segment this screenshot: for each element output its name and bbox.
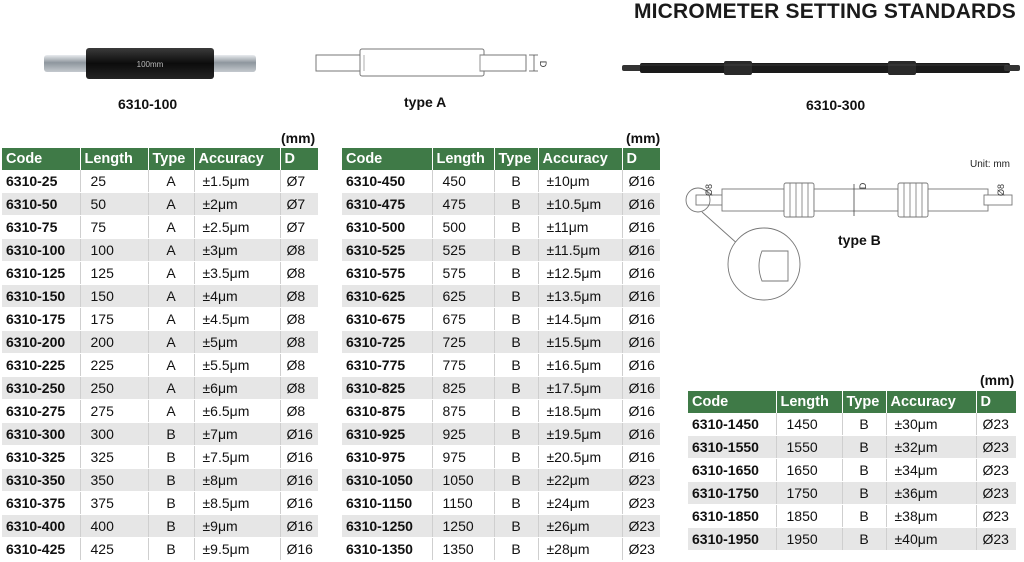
accuracy-cell: ±34μm [886, 459, 976, 482]
length-cell: 400 [80, 515, 148, 538]
accuracy-cell: ±17.5μm [538, 377, 622, 400]
table-row [342, 239, 660, 262]
code-cell: 6310-300 [2, 423, 80, 446]
type-cell: B [494, 170, 538, 193]
accuracy-cell: ±11μm [538, 216, 622, 239]
diameter-cell: Ø8 [280, 239, 318, 262]
caption-type-a: type A [404, 94, 447, 110]
code-cell: 6310-500 [342, 216, 432, 239]
code-cell: 6310-50 [2, 193, 80, 216]
code-cell: 6310-725 [342, 331, 432, 354]
length-cell: 875 [432, 400, 494, 423]
type-cell: B [148, 515, 194, 538]
type-cell: B [494, 193, 538, 216]
code-cell: 6310-1250 [342, 515, 432, 538]
diameter-cell: Ø16 [622, 331, 660, 354]
diameter-cell: Ø16 [622, 285, 660, 308]
accuracy-cell: ±1.5μm [194, 170, 280, 193]
type-cell: A [148, 216, 194, 239]
type-cell: A [148, 377, 194, 400]
diameter-cell: Ø16 [280, 492, 318, 515]
table-header-row [342, 148, 660, 170]
accuracy-cell: ±22μm [538, 469, 622, 492]
accuracy-cell: ±5.5μm [194, 354, 280, 377]
length-cell: 225 [80, 354, 148, 377]
length-cell: 675 [432, 308, 494, 331]
code-cell: 6310-875 [342, 400, 432, 423]
code-cell: 6310-350 [2, 469, 80, 492]
accuracy-cell: ±18.5μm [538, 400, 622, 423]
code-cell: 6310-975 [342, 446, 432, 469]
table-row [688, 505, 1016, 528]
accuracy-cell: ±36μm [886, 482, 976, 505]
diameter-cell: Ø23 [976, 505, 1016, 528]
type-cell: B [494, 538, 538, 561]
table-row [2, 377, 318, 400]
length-cell: 1650 [776, 459, 842, 482]
code-cell: 6310-1050 [342, 469, 432, 492]
length-cell: 1250 [432, 515, 494, 538]
length-cell: 1550 [776, 436, 842, 459]
length-cell: 1950 [776, 528, 842, 551]
accuracy-cell: ±20.5μm [538, 446, 622, 469]
caption-6310-100: 6310-100 [118, 96, 178, 112]
diameter-cell: Ø8 [280, 331, 318, 354]
diameter-cell: Ø8 [280, 262, 318, 285]
table-row [688, 528, 1016, 551]
type-cell: B [494, 492, 538, 515]
diameter-cell: Ø16 [622, 193, 660, 216]
diameter-cell: Ø8 [280, 285, 318, 308]
code-cell: 6310-1950 [688, 528, 776, 551]
table-row [2, 515, 318, 538]
code-cell: 6310-250 [2, 377, 80, 400]
length-cell: 525 [432, 239, 494, 262]
length-cell: 350 [80, 469, 148, 492]
code-cell: 6310-200 [2, 331, 80, 354]
table-row [342, 377, 660, 400]
type-a-drawing [312, 44, 548, 80]
accuracy-cell: ±10.5μm [538, 193, 622, 216]
accuracy-cell: ±4μm [194, 285, 280, 308]
table-row [342, 446, 660, 469]
type-b-dim-center: D [858, 182, 868, 190]
type-cell: B [494, 400, 538, 423]
accuracy-cell: ±40μm [886, 528, 976, 551]
accuracy-cell: ±9μm [194, 515, 280, 538]
type-cell: B [494, 423, 538, 446]
table-row [342, 515, 660, 538]
diameter-cell: Ø16 [622, 262, 660, 285]
type-cell: B [494, 216, 538, 239]
type-a-dim-label: D [538, 60, 548, 68]
accuracy-cell: ±13.5μm [538, 285, 622, 308]
type-cell: B [842, 459, 886, 482]
column-header-len: Length [80, 148, 148, 170]
diameter-cell: Ø16 [622, 216, 660, 239]
code-cell: 6310-775 [342, 354, 432, 377]
table-row [2, 216, 318, 239]
code-cell: 6310-150 [2, 285, 80, 308]
table-row [688, 459, 1016, 482]
type-cell: B [494, 377, 538, 400]
length-cell: 575 [432, 262, 494, 285]
accuracy-cell: ±10μm [538, 170, 622, 193]
type-cell: B [494, 331, 538, 354]
accuracy-cell: ±5μm [194, 331, 280, 354]
type-cell: B [148, 469, 194, 492]
diameter-cell: Ø16 [280, 515, 318, 538]
accuracy-cell: ±2.5μm [194, 216, 280, 239]
length-cell: 300 [80, 423, 148, 446]
spec-table-2 [342, 148, 660, 561]
length-cell: 625 [432, 285, 494, 308]
column-header-dia: D [280, 148, 318, 170]
table-row [342, 469, 660, 492]
code-cell: 6310-475 [342, 193, 432, 216]
accuracy-cell: ±28μm [538, 538, 622, 561]
diameter-cell: Ø23 [976, 413, 1016, 436]
length-cell: 50 [80, 193, 148, 216]
code-cell: 6310-275 [2, 400, 80, 423]
length-cell: 175 [80, 308, 148, 331]
caption-type-b: type B [838, 232, 881, 248]
type-cell: A [148, 331, 194, 354]
code-cell: 6310-1450 [688, 413, 776, 436]
diameter-cell: Ø16 [622, 377, 660, 400]
column-header-typ: Type [494, 148, 538, 170]
length-cell: 25 [80, 170, 148, 193]
code-cell: 6310-225 [2, 354, 80, 377]
table-row [342, 193, 660, 216]
accuracy-cell: ±8.5μm [194, 492, 280, 515]
table-row [342, 400, 660, 423]
table-header-row [688, 391, 1016, 413]
type-cell: B [842, 436, 886, 459]
code-cell: 6310-325 [2, 446, 80, 469]
code-cell: 6310-375 [2, 492, 80, 515]
table-row [2, 492, 318, 515]
diameter-cell: Ø16 [280, 446, 318, 469]
table-row [2, 446, 318, 469]
type-cell: B [494, 285, 538, 308]
length-cell: 1750 [776, 482, 842, 505]
accuracy-cell: ±32μm [886, 436, 976, 459]
table-row [2, 285, 318, 308]
type-cell: A [148, 262, 194, 285]
table-row [2, 423, 318, 446]
code-cell: 6310-25 [2, 170, 80, 193]
column-header-code: Code [342, 148, 432, 170]
diameter-cell: Ø7 [280, 193, 318, 216]
accuracy-cell: ±19.5μm [538, 423, 622, 446]
type-cell: A [148, 239, 194, 262]
length-cell: 250 [80, 377, 148, 400]
accuracy-cell: ±4.5μm [194, 308, 280, 331]
spec-table-1 [2, 148, 318, 561]
code-cell: 6310-575 [342, 262, 432, 285]
table-row [2, 308, 318, 331]
type-cell: B [494, 354, 538, 377]
type-cell: B [494, 308, 538, 331]
code-cell: 6310-1850 [688, 505, 776, 528]
code-cell: 6310-450 [342, 170, 432, 193]
diameter-cell: Ø16 [280, 469, 318, 492]
length-cell: 1350 [432, 538, 494, 561]
diameter-cell: Ø7 [280, 170, 318, 193]
type-cell: A [148, 285, 194, 308]
diameter-cell: Ø16 [622, 239, 660, 262]
length-cell: 1050 [432, 469, 494, 492]
type-cell: A [148, 354, 194, 377]
accuracy-cell: ±15.5μm [538, 331, 622, 354]
table-row [342, 308, 660, 331]
type-cell: B [148, 492, 194, 515]
table-row [342, 262, 660, 285]
accuracy-cell: ±24μm [538, 492, 622, 515]
type-cell: B [842, 482, 886, 505]
length-cell: 100 [80, 239, 148, 262]
accuracy-cell: ±6μm [194, 377, 280, 400]
length-cell: 500 [432, 216, 494, 239]
length-cell: 375 [80, 492, 148, 515]
code-cell: 6310-1150 [342, 492, 432, 515]
length-cell: 775 [432, 354, 494, 377]
type-cell: B [494, 469, 538, 492]
type-b-dim-right: Ø8 [996, 183, 1006, 197]
length-cell: 1150 [432, 492, 494, 515]
length-cell: 275 [80, 400, 148, 423]
diameter-cell: Ø8 [280, 354, 318, 377]
code-cell: 6310-625 [342, 285, 432, 308]
table-header-row [2, 148, 318, 170]
type-cell: B [842, 528, 886, 551]
rod-engraving: 100mm [136, 60, 164, 69]
length-cell: 1450 [776, 413, 842, 436]
code-cell: 6310-75 [2, 216, 80, 239]
column-header-acc: Accuracy [886, 391, 976, 413]
code-cell: 6310-100 [2, 239, 80, 262]
accuracy-cell: ±38μm [886, 505, 976, 528]
accuracy-cell: ±26μm [538, 515, 622, 538]
length-cell: 125 [80, 262, 148, 285]
table-row [342, 354, 660, 377]
code-cell: 6310-425 [2, 538, 80, 561]
table-row [2, 239, 318, 262]
table-row [342, 170, 660, 193]
code-cell: 6310-525 [342, 239, 432, 262]
page-title: MICROMETER SETTING STANDARDS [633, 0, 1016, 23]
accuracy-cell: ±7μm [194, 423, 280, 446]
diameter-cell: Ø16 [622, 308, 660, 331]
table-row [2, 400, 318, 423]
accuracy-cell: ±6.5μm [194, 400, 280, 423]
length-cell: 150 [80, 285, 148, 308]
diameter-cell: Ø23 [976, 528, 1016, 551]
table-row [688, 413, 1016, 436]
accuracy-cell: ±2μm [194, 193, 280, 216]
table-row [2, 354, 318, 377]
code-cell: 6310-175 [2, 308, 80, 331]
diameter-cell: Ø23 [622, 469, 660, 492]
table-row [2, 193, 318, 216]
table-row [342, 331, 660, 354]
table-row [2, 170, 318, 193]
type-cell: B [494, 262, 538, 285]
column-header-len: Length [432, 148, 494, 170]
code-cell: 6310-925 [342, 423, 432, 446]
length-cell: 825 [432, 377, 494, 400]
diameter-cell: Ø8 [280, 308, 318, 331]
table-row [342, 216, 660, 239]
type-cell: A [148, 193, 194, 216]
table-row [342, 538, 660, 561]
length-cell: 925 [432, 423, 494, 446]
caption-6310-300: 6310-300 [806, 97, 866, 113]
diameter-cell: Ø8 [280, 400, 318, 423]
type-cell: B [494, 446, 538, 469]
length-cell: 975 [432, 446, 494, 469]
code-cell: 6310-400 [2, 515, 80, 538]
type-cell: A [148, 400, 194, 423]
type-cell: B [148, 423, 194, 446]
type-b-dim-left: Ø8 [704, 183, 714, 197]
table-row [2, 469, 318, 492]
code-cell: 6310-1750 [688, 482, 776, 505]
accuracy-cell: ±16.5μm [538, 354, 622, 377]
table-row [2, 331, 318, 354]
spec-table-3 [688, 391, 1016, 551]
unit-note: Unit: mm [970, 159, 1010, 170]
diameter-cell: Ø16 [622, 400, 660, 423]
diameter-cell: Ø16 [622, 423, 660, 446]
length-cell: 725 [432, 331, 494, 354]
diameter-cell: Ø16 [280, 423, 318, 446]
code-cell: 6310-125 [2, 262, 80, 285]
table-row [2, 538, 318, 561]
code-cell: 6310-1650 [688, 459, 776, 482]
type-cell: B [842, 505, 886, 528]
length-cell: 450 [432, 170, 494, 193]
diameter-cell: Ø23 [976, 459, 1016, 482]
length-cell: 1850 [776, 505, 842, 528]
accuracy-cell: ±7.5μm [194, 446, 280, 469]
code-cell: 6310-675 [342, 308, 432, 331]
diameter-cell: Ø16 [622, 354, 660, 377]
column-header-typ: Type [148, 148, 194, 170]
diameter-cell: Ø23 [622, 492, 660, 515]
diameter-cell: Ø23 [622, 515, 660, 538]
type-cell: B [148, 538, 194, 561]
code-cell: 6310-825 [342, 377, 432, 400]
diameter-cell: Ø23 [976, 436, 1016, 459]
code-cell: 6310-1550 [688, 436, 776, 459]
product-image-6310-300 [618, 58, 1024, 78]
type-cell: B [842, 413, 886, 436]
type-cell: A [148, 308, 194, 331]
diameter-cell: Ø16 [622, 170, 660, 193]
diameter-cell: Ø16 [280, 538, 318, 561]
column-header-typ: Type [842, 391, 886, 413]
accuracy-cell: ±11.5μm [538, 239, 622, 262]
table-row [688, 482, 1016, 505]
type-cell: B [494, 515, 538, 538]
type-cell: B [494, 239, 538, 262]
column-header-code: Code [2, 148, 80, 170]
accuracy-cell: ±9.5μm [194, 538, 280, 561]
length-cell: 425 [80, 538, 148, 561]
column-header-len: Length [776, 391, 842, 413]
accuracy-cell: ±12.5μm [538, 262, 622, 285]
column-header-acc: Accuracy [194, 148, 280, 170]
table-row [2, 262, 318, 285]
table-row [688, 436, 1016, 459]
accuracy-cell: ±3μm [194, 239, 280, 262]
diameter-cell: Ø8 [280, 377, 318, 400]
length-cell: 475 [432, 193, 494, 216]
diameter-cell: Ø23 [976, 482, 1016, 505]
unit-label-table1: (mm) [281, 130, 316, 146]
column-header-dia: D [976, 391, 1016, 413]
accuracy-cell: ±30μm [886, 413, 976, 436]
unit-label-table3: (mm) [980, 372, 1015, 388]
code-cell: 6310-1350 [342, 538, 432, 561]
type-cell: A [148, 170, 194, 193]
diameter-cell: Ø23 [622, 538, 660, 561]
accuracy-cell: ±8μm [194, 469, 280, 492]
column-header-code: Code [688, 391, 776, 413]
accuracy-cell: ±14.5μm [538, 308, 622, 331]
type-cell: B [148, 446, 194, 469]
diameter-cell: Ø7 [280, 216, 318, 239]
length-cell: 75 [80, 216, 148, 239]
table-row [342, 423, 660, 446]
diameter-cell: Ø16 [622, 446, 660, 469]
accuracy-cell: ±3.5μm [194, 262, 280, 285]
column-header-dia: D [622, 148, 660, 170]
table-row [342, 492, 660, 515]
product-image-6310-100 [40, 44, 262, 84]
table-row [342, 285, 660, 308]
length-cell: 200 [80, 331, 148, 354]
unit-label-table2: (mm) [626, 130, 661, 146]
length-cell: 325 [80, 446, 148, 469]
column-header-acc: Accuracy [538, 148, 622, 170]
